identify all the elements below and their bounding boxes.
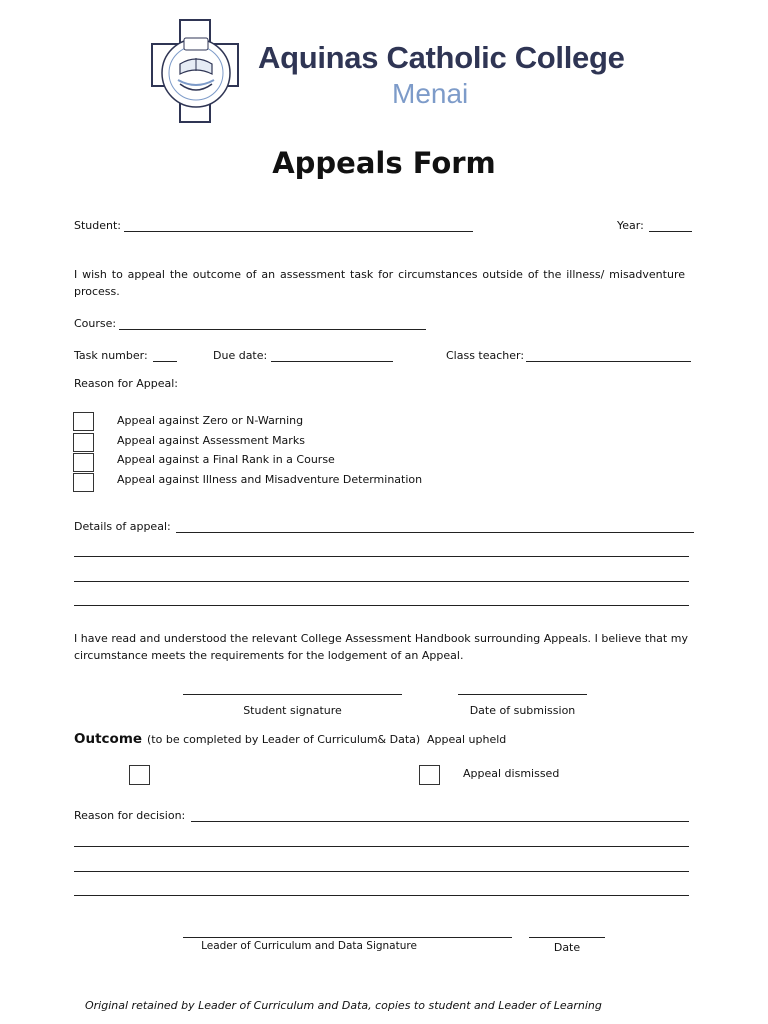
reason-label-rank: Appeal against a Final Rank in a Course: [117, 453, 335, 466]
leader-signature-field[interactable]: [183, 937, 512, 938]
reason-label-marks: Appeal against Assessment Marks: [117, 434, 305, 447]
reason-checkbox-zero[interactable]: [73, 412, 94, 431]
campus-name: Menai: [392, 78, 469, 109]
appeal-upheld-checkbox[interactable]: [129, 765, 150, 785]
intro-paragraph: I wish to appeal the outcome of an assessment task for circumstances outside of the illness/ misadventure process.: [74, 268, 685, 298]
student-field[interactable]: [124, 231, 473, 232]
due-date-label: Due date:: [213, 349, 268, 362]
year-field[interactable]: [649, 231, 692, 232]
details-field[interactable]: [176, 532, 694, 533]
form-title: Appeals Form: [272, 146, 496, 180]
details-line-2[interactable]: [74, 556, 689, 557]
reason-label-illness: Appeal against Illness and Misadventure Determination: [117, 473, 423, 486]
reason-checkbox-rank[interactable]: [73, 453, 94, 472]
footer-note: Original retained by Leader of Curriculum and Data, copies to student and Leader of Learning: [85, 999, 602, 1012]
appeal-dismissed-label: Appeal dismissed: [463, 767, 560, 780]
reason-label-zero: Appeal against Zero or N-Warning: [117, 414, 304, 427]
course-field[interactable]: [119, 329, 426, 330]
date-submission-field[interactable]: [458, 694, 587, 695]
class-teacher-field[interactable]: [526, 361, 691, 362]
college-name: Aquinas Catholic College: [258, 40, 625, 75]
appeal-dismissed-checkbox[interactable]: [419, 765, 440, 785]
decision-line-3[interactable]: [74, 871, 689, 872]
due-date-field[interactable]: [271, 361, 393, 362]
reason-decision-field[interactable]: [191, 821, 689, 822]
student-signature-label: Student signature: [243, 704, 342, 717]
leader-date-label: Date: [553, 941, 581, 954]
reason-decision-label: Reason for decision:: [74, 809, 186, 822]
details-line-3[interactable]: [74, 581, 689, 582]
task-number-field[interactable]: [153, 361, 177, 362]
reason-checkbox-marks[interactable]: [73, 433, 94, 452]
course-label: Course:: [74, 317, 117, 330]
outcome-note: (to be completed by Leader of Curriculum& Data): [147, 733, 421, 746]
student-label: Student:: [74, 219, 122, 232]
details-label: Details of appeal:: [74, 520, 171, 533]
reason-checkbox-illness[interactable]: [73, 473, 94, 492]
year-label: Year:: [617, 219, 644, 232]
decision-line-2[interactable]: [74, 846, 689, 847]
college-crest: [150, 18, 242, 124]
outcome-heading: Outcome: [74, 731, 143, 747]
date-submission-label: Date of submission: [469, 704, 576, 717]
class-teacher-label: Class teacher:: [446, 349, 525, 362]
task-number-label: Task number:: [74, 349, 148, 362]
crest-cross-icon: [150, 18, 242, 124]
appeal-upheld-label: Appeal upheld: [427, 733, 507, 746]
decision-line-4[interactable]: [74, 895, 689, 896]
reason-label: Reason for Appeal:: [74, 377, 178, 390]
leader-signature-label: Leader of Curriculum and Data Signature: [201, 940, 417, 952]
declaration-paragraph: I have read and understood the relevant College Assessment Handbook surrounding Appeals. I believe that my circumstance meets the requirements for the lodgement of an Appeal.: [74, 632, 688, 662]
leader-date-field[interactable]: [529, 937, 605, 938]
details-line-4[interactable]: [74, 605, 689, 606]
student-signature-field[interactable]: [183, 694, 402, 695]
